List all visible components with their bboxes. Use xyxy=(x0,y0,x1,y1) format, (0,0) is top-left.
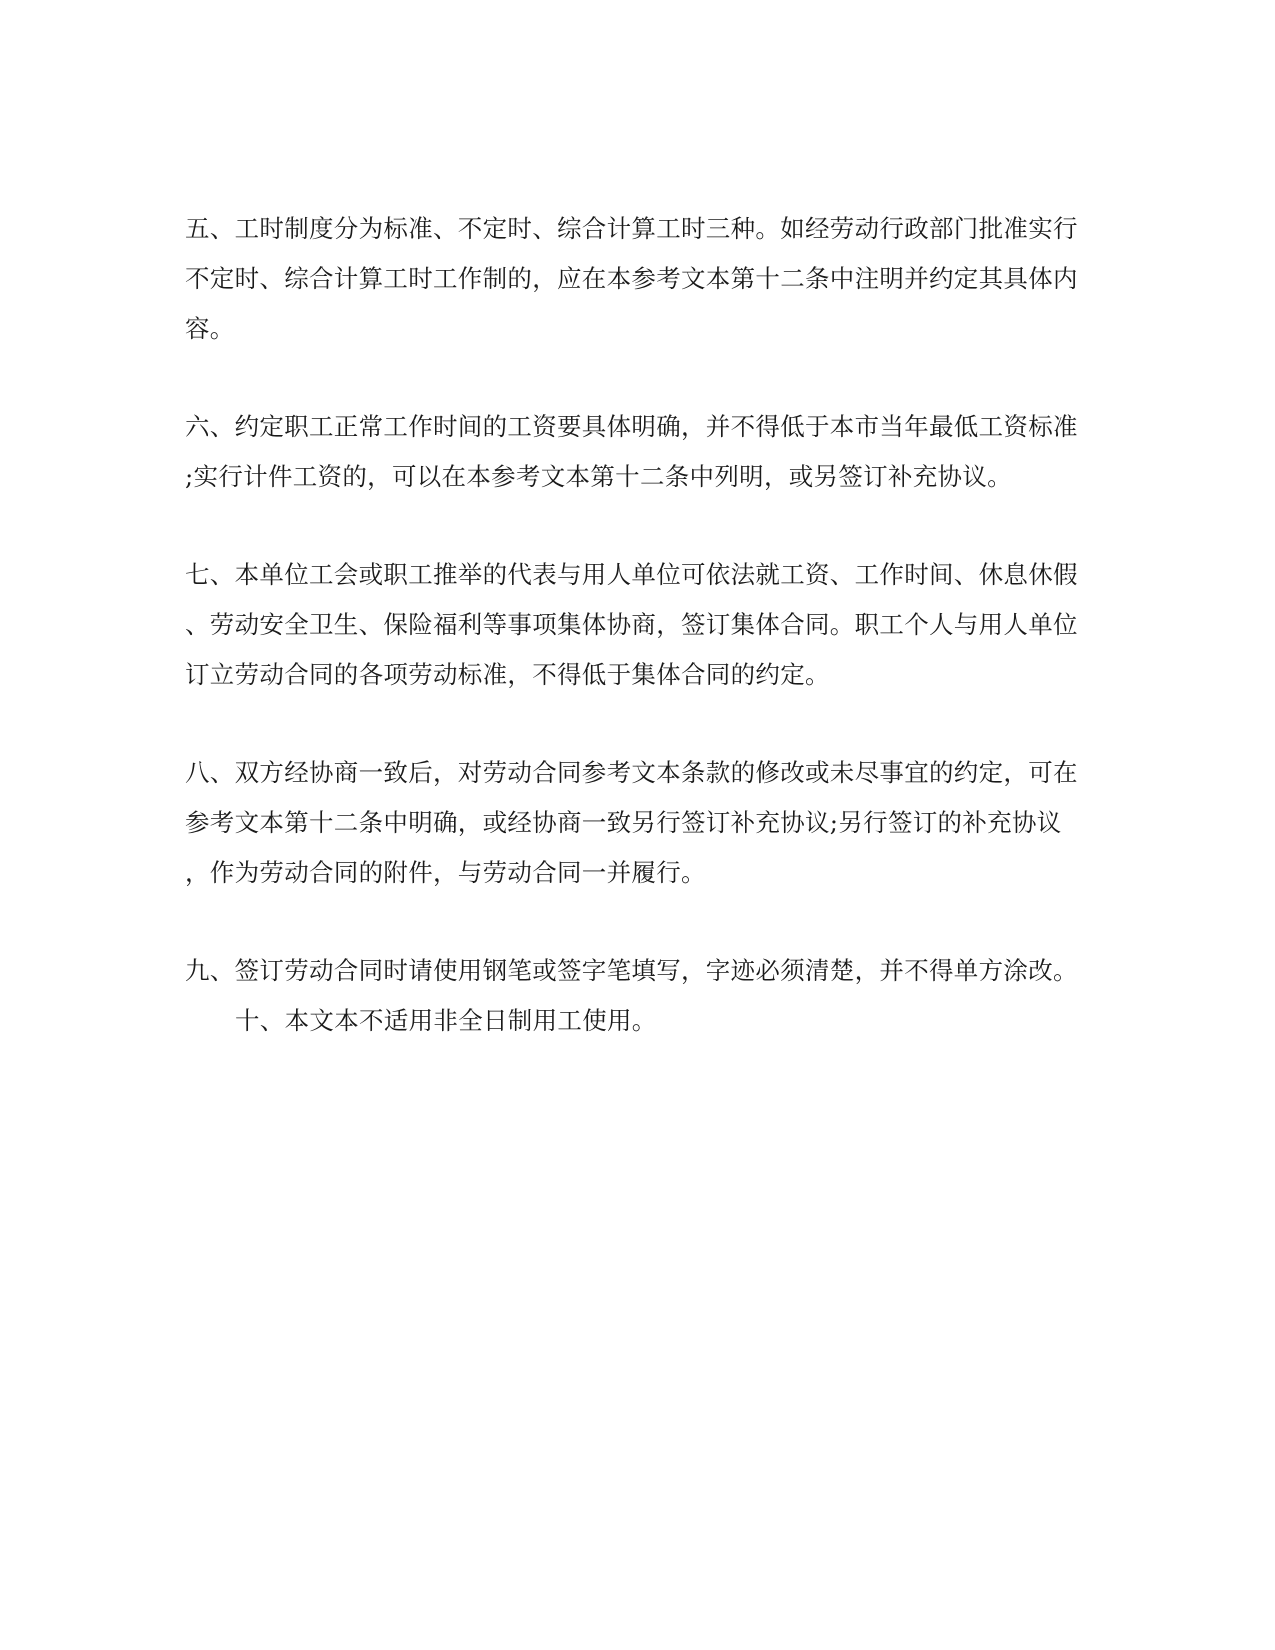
clause-9-paragraph xyxy=(185,946,1095,996)
paragraph-line: 六、约定职工正常工作时间的工资要具体明确，并不得低于本市当年最低工资标准 xyxy=(185,412,1078,441)
clause-10-paragraph xyxy=(185,996,1095,1046)
paragraph-line: 不定时、综合计算工时工作制的，应在本参考文本第十二条中注明并约定其具体内 xyxy=(185,264,1078,293)
paragraph-line: 九、签订劳动合同时请使用钢笔或签字笔填写，字迹必须清楚，并不得单方涂改。 xyxy=(185,956,1078,985)
paragraph-spacer xyxy=(185,354,1095,402)
clause-8-paragraph xyxy=(185,748,1095,898)
paragraph-spacer xyxy=(185,898,1095,946)
clause-5-paragraph xyxy=(185,204,1095,354)
paragraph-spacer xyxy=(185,700,1095,748)
paragraph-line: ，作为劳动合同的附件，与劳动合同一并履行。 xyxy=(185,858,706,887)
paragraph-line: 、劳动安全卫生、保险福利等事项集体协商，签订集体合同。职工个人与用人单位 xyxy=(185,610,1078,639)
paragraph-line: 容。 xyxy=(185,314,235,343)
clause-7-paragraph xyxy=(185,550,1095,700)
paragraph-line: 十、本文本不适用非全日制用工使用。 xyxy=(235,1006,657,1035)
paragraph-line: 五、工时制度分为标准、不定时、综合计算工时三种。如经劳动行政部门批准实行 xyxy=(185,214,1078,243)
paragraph-line: 八、双方经协商一致后，对劳动合同参考文本条款的修改或未尽事宜的约定，可在 xyxy=(185,758,1078,787)
clause-6-paragraph xyxy=(185,402,1095,502)
paragraph-line: 参考文本第十二条中明确，或经协商一致另行签订补充协议;另行签订的补充协议 xyxy=(185,808,1062,837)
document-body xyxy=(185,204,1095,1046)
paragraph-line: ;实行计件工资的，可以在本参考文本第十二条中列明，或另签订补充协议。 xyxy=(185,462,1012,491)
paragraph-spacer xyxy=(185,502,1095,550)
paragraph-line: 订立劳动合同的各项劳动标准，不得低于集体合同的约定。 xyxy=(185,660,830,689)
paragraph-line: 七、本单位工会或职工推举的代表与用人单位可依法就工资、工作时间、休息休假 xyxy=(185,560,1078,589)
